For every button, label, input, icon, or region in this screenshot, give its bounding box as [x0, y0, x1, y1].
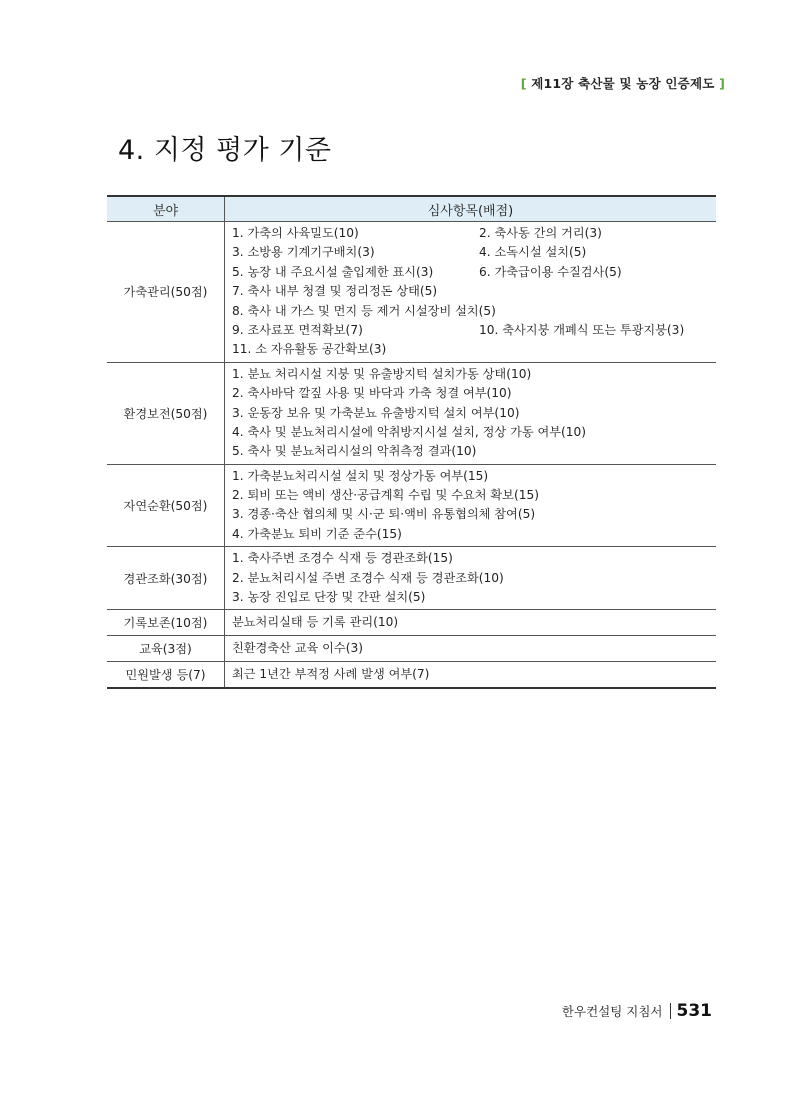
header-category: 분야: [107, 196, 225, 222]
category-cell: 민원발생 등(7): [107, 662, 225, 689]
category-cell: 가축관리(50점): [107, 222, 225, 363]
chapter-title: 제11장 축산물 및 농장 인증제도: [531, 76, 715, 91]
criteria-line: [232, 588, 716, 607]
criteria-item: 3. 경종·축산 협의체 및 시·군 퇴·액비 유통협의체 참여(5): [232, 507, 536, 522]
chapter-bracket-close: ]: [719, 76, 725, 91]
category-cell: 기록보존(10점): [107, 610, 225, 636]
items-cell: [225, 610, 717, 636]
table-row: [107, 662, 716, 689]
criteria-item: 3. 농장 진입로 단장 및 간판 설치(5): [232, 590, 426, 605]
table-row: [107, 636, 716, 662]
criteria-item: 3. 운동장 보유 및 가축분뇨 유출방지턱 설치 여부(10): [232, 405, 520, 420]
table-row: [107, 362, 716, 464]
criteria-item: 2. 축사동 간의 거리(3): [479, 226, 602, 240]
criteria-line: [232, 282, 716, 301]
criteria-line: [232, 423, 716, 442]
criteria-line: [232, 525, 716, 544]
criteria-line: [232, 365, 716, 384]
criteria-item: 10. 축사지붕 개폐식 또는 투광지붕(3): [479, 322, 685, 337]
footer-divider: [670, 1003, 671, 1019]
criteria-item: 1. 분뇨 처리시설 지붕 및 유출방지턱 설치가동 상태(10): [232, 366, 532, 381]
book-title: 한우컨설팅 지침서: [561, 1004, 663, 1019]
criteria-item: 최근 1년간 부적정 사례 발생 여부(7): [232, 667, 430, 682]
criteria-item: 4. 축사 및 분뇨처리시설에 악취방지시설 설치, 정상 가동 여부(10): [232, 424, 587, 439]
items-cell: [225, 222, 717, 363]
criteria-item: 2. 퇴비 또는 액비 생산·공급계획 수립 및 수요처 확보(15): [232, 488, 539, 503]
table-header-row: [107, 196, 716, 222]
criteria-item: 5. 축사 및 분뇨처리시설의 악취측정 결과(10): [232, 444, 477, 459]
criteria-line: [232, 340, 716, 359]
criteria-line: [232, 569, 716, 588]
criteria-item: 1. 축사주변 조경수 식재 등 경관조화(15): [232, 551, 453, 566]
criteria-item: 친환경축산 교육 이수(3): [232, 641, 363, 656]
items-cell: [225, 464, 717, 547]
criteria-line: [232, 384, 716, 403]
table-body: [107, 222, 716, 689]
chapter-bracket-open: [: [520, 76, 527, 91]
criteria-line: [232, 243, 716, 262]
category-cell: 교육(3점): [107, 636, 225, 662]
criteria-item: 2. 분뇨처리시설 주변 조경수 식재 등 경관조화(10): [232, 570, 504, 585]
criteria-item: 8. 축사 내 가스 및 먼지 등 제거 시설장비 설치(5): [232, 303, 496, 318]
items-cell: [225, 362, 717, 464]
criteria-line: [232, 263, 716, 282]
table-row: [107, 610, 716, 636]
criteria-item: 2. 축사바닥 깔짚 사용 및 바닥과 가축 청결 여부(10): [232, 386, 512, 401]
criteria-item: 4. 가축분뇨 퇴비 기준 준수(15): [232, 526, 402, 541]
header-items: 심사항목(배점): [225, 196, 717, 222]
items-cell: [225, 547, 717, 610]
criteria-item: 9. 조사료포 면적확보(7): [232, 322, 363, 337]
table-row: [107, 222, 716, 363]
criteria-item: 11. 소 자유활동 공간확보(3): [232, 342, 387, 357]
chapter-header: [521, 74, 725, 92]
criteria-line: [232, 612, 716, 633]
page-number: 531: [676, 1001, 712, 1021]
category-cell: 경관조화(30점): [107, 547, 225, 610]
criteria-item: 6. 가축급이용 수질검사(5): [479, 264, 622, 279]
criteria-line: [232, 486, 716, 505]
criteria-line: [232, 467, 716, 486]
criteria-line: [232, 664, 716, 685]
criteria-line: [232, 224, 716, 243]
criteria-item: 7. 축사 내부 청결 및 정리정돈 상태(5): [232, 284, 438, 299]
category-cell: 환경보전(50점): [107, 362, 225, 464]
criteria-line: [232, 442, 716, 461]
criteria-item: 분뇨처리실태 등 기록 관리(10): [232, 615, 399, 630]
criteria-line: [232, 302, 716, 321]
items-cell: [225, 662, 717, 689]
criteria-line: [232, 549, 716, 568]
section-title: 4. 지정 평가 기준: [118, 135, 332, 166]
criteria-item: 3. 소방용 기계기구배치(3): [232, 245, 375, 260]
criteria-line: [232, 638, 716, 659]
criteria-item: 1. 가축분뇨처리시설 설치 및 정상가동 여부(15): [232, 468, 489, 483]
page-footer: [562, 1001, 712, 1021]
criteria-table: [107, 195, 716, 689]
table-row: [107, 547, 716, 610]
criteria-line: [232, 321, 716, 340]
criteria-line: [232, 505, 716, 524]
items-cell: [225, 636, 717, 662]
criteria-item: 4. 소독시설 설치(5): [479, 245, 587, 260]
category-cell: 자연순환(50점): [107, 464, 225, 547]
criteria-item: 1. 가축의 사육밀도(10): [232, 226, 359, 240]
criteria-item: 5. 농장 내 주요시설 출입제한 표시(3): [232, 264, 434, 279]
table-row: [107, 464, 716, 547]
criteria-line: [232, 404, 716, 423]
